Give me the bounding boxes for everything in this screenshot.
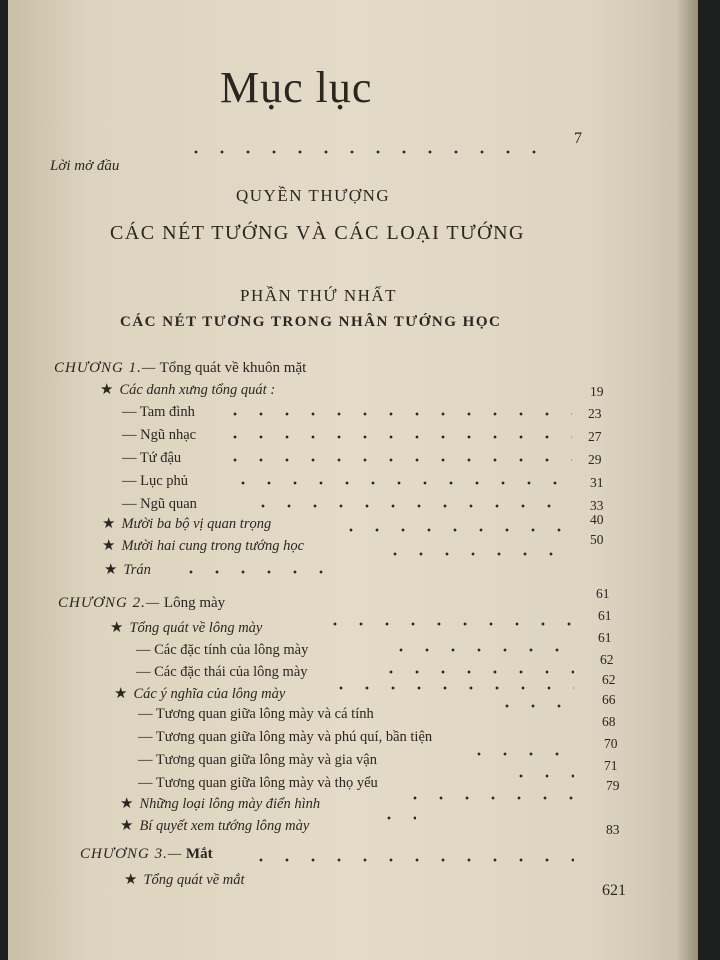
star-icon: ★ [120, 796, 134, 812]
toc-page: 27 [588, 429, 602, 444]
part-subtitle: CÁC NÉT TƯƠNG TRONG NHÂN TƯỚNG HỌC [120, 314, 502, 330]
dot-leader [328, 686, 574, 690]
chapter-1-heading [54, 360, 306, 377]
toc-entry: — Ngũ quan [122, 496, 197, 512]
dot-leader [466, 752, 574, 756]
dot-leader [388, 648, 574, 652]
toc-page: 62 [602, 672, 616, 687]
toc-entry: ★ Những loại lông mày điển hình [120, 796, 321, 812]
intro-label: Lời mở đầu [50, 158, 120, 174]
toc-page: 61 [598, 608, 612, 623]
toc-entry: — Tương quan giữa lông mày và thọ yểu [138, 775, 378, 791]
dot-leader [250, 504, 572, 508]
dot-leader [322, 622, 574, 626]
toc-entry: — Ngũ nhạc [122, 427, 197, 443]
dot-leader [222, 412, 572, 416]
chapter-label: CHƯƠNG 3.— [80, 846, 183, 862]
toc-entry: ★ Các ý nghĩa của lông mày [114, 686, 286, 702]
toc-entry: — Tam đình [122, 404, 195, 420]
dot-leader [248, 858, 574, 862]
toc-page: 23 [588, 406, 602, 421]
toc-entry: ★ Các danh xưng tổng quát : [100, 382, 276, 398]
toc-entry: ★ Mười hai cung trong tướng học [102, 538, 305, 554]
intro-page: 7 [574, 130, 582, 147]
toc-page: 71 [604, 758, 618, 773]
dot-leader [402, 796, 574, 800]
toc-entry: — Các đặc tính của lông mày [136, 642, 309, 658]
toc-page: 40 [590, 512, 604, 527]
toc-page: 61 [598, 630, 612, 645]
page-title: Mục lục [220, 63, 373, 112]
star-icon: ★ [120, 818, 134, 834]
toc-entry: — Tương quan giữa lông mày và gia vận [138, 752, 377, 768]
toc-page: 50 [590, 532, 604, 547]
dot-leader [338, 528, 574, 532]
chapter-2-heading [58, 595, 225, 612]
toc-page: 68 [602, 714, 616, 729]
chapter-label: CHƯƠNG 2.— [58, 595, 161, 611]
dot-leader [508, 774, 574, 778]
chapter-label: CHƯƠNG 1.— [54, 360, 157, 376]
star-icon: ★ [104, 562, 118, 578]
chapter-page: 61 [596, 586, 610, 601]
toc-entry: — Các đặc thái của lông mày [136, 664, 308, 680]
toc-entry: — Tương quan giữa lông mày và phú quí, bần tiện [138, 729, 433, 745]
star-icon: ★ [110, 620, 124, 636]
toc-entry: — Tứ đậu [122, 450, 182, 466]
book-page [8, 0, 698, 960]
toc-entry: — Tương quan giữa lông mày và cá tính [138, 706, 374, 722]
page-edge-shadow [676, 0, 698, 960]
toc-entry: ★ Trán [104, 562, 151, 578]
toc-page: 33 [590, 498, 604, 513]
star-icon: ★ [100, 382, 114, 398]
chapter-title: Mắt [185, 846, 213, 862]
star-icon: ★ [102, 538, 116, 554]
dot-leader [494, 704, 574, 708]
dot-leader [222, 435, 572, 439]
dot-leader [183, 150, 553, 154]
toc-entry: ★ Tổng quát về mắt [124, 872, 245, 888]
chapter-3-heading [80, 846, 213, 863]
part-heading: PHẦN THỨ NHẤT [240, 286, 398, 305]
toc-page: 70 [604, 736, 618, 751]
dot-leader [382, 552, 574, 556]
star-icon: ★ [102, 516, 116, 532]
volume-subtitle: CÁC NÉT TƯỚNG VÀ CÁC LOẠI TƯỚNG [110, 222, 525, 244]
chapter-title: Tổng quát về khuôn mặt [159, 360, 307, 376]
toc-page: 31 [590, 475, 604, 490]
dot-leader [230, 481, 572, 485]
page-number: 621 [602, 882, 626, 899]
dot-leader [376, 816, 416, 820]
toc-page: 19 [590, 384, 604, 399]
star-icon: ★ [114, 686, 128, 702]
star-icon: ★ [124, 872, 138, 888]
toc-entry: ★ Bí quyết xem tướng lông mày [120, 818, 310, 834]
toc-page: 79 [606, 778, 620, 793]
toc-entry: ★ Mười ba bộ vị quan trọng [102, 516, 272, 532]
toc-entry: ★ Tổng quát về lông mày [110, 620, 263, 636]
chapter-page: 83 [606, 822, 620, 837]
toc-page: 29 [588, 452, 602, 467]
volume-heading: QUYỀN THƯỢNG [236, 186, 391, 205]
dot-leader [178, 570, 328, 574]
toc-page: 62 [600, 652, 614, 667]
chapter-title: Lông mày [163, 595, 226, 611]
dot-leader [378, 670, 574, 674]
toc-page: 66 [602, 692, 616, 707]
dot-leader [222, 458, 572, 462]
toc-entry: — Lục phủ [122, 473, 189, 489]
